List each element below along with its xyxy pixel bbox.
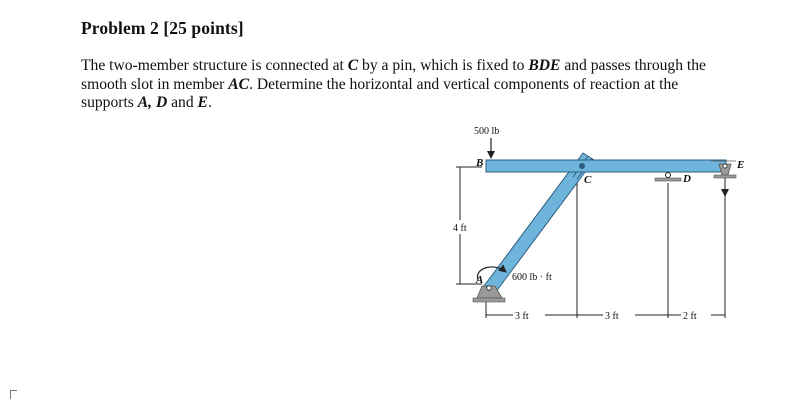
support-a: [473, 286, 505, 302]
statement-text-4: . Determine the horizontal and vertical components of reaction at the supports: [81, 75, 679, 111]
statement-member-ac: AC: [228, 75, 250, 93]
support-d: [655, 173, 681, 182]
statement-text-5: and: [167, 94, 198, 111]
statement-text-6: .: [207, 94, 212, 111]
problem-title: Problem 2 [25 points]: [81, 18, 244, 38]
statement-point-c: C: [347, 57, 359, 74]
moment-label: 600 lb · ft: [512, 272, 552, 283]
height-label: 4 ft: [453, 223, 467, 234]
dimension-label-2: 3 ft: [605, 311, 619, 322]
point-label-e: E: [737, 159, 745, 171]
statement-support-e: E: [197, 94, 208, 111]
point-label-b: B: [476, 157, 484, 169]
member-bde: [486, 160, 726, 172]
statement-text-2: by a pin, which is fixed to: [358, 57, 529, 74]
corner-mark: [10, 390, 17, 399]
dimension-label-3: 2 ft: [683, 311, 697, 322]
load-label: 500 lb: [474, 126, 500, 137]
statement-supports-ad: A, D: [137, 94, 168, 111]
point-label-c: C: [584, 174, 592, 186]
point-label-a: A: [476, 274, 484, 286]
dimension-label-1: 3 ft: [515, 311, 529, 322]
statement-member-bde: BDE: [528, 57, 561, 74]
point-label-d: D: [683, 173, 691, 185]
pin-c: [579, 163, 585, 169]
statement-text-1: The two-member structure is connected at: [81, 57, 348, 74]
statement-text-3: and passes through the smooth slot in member: [81, 57, 706, 93]
